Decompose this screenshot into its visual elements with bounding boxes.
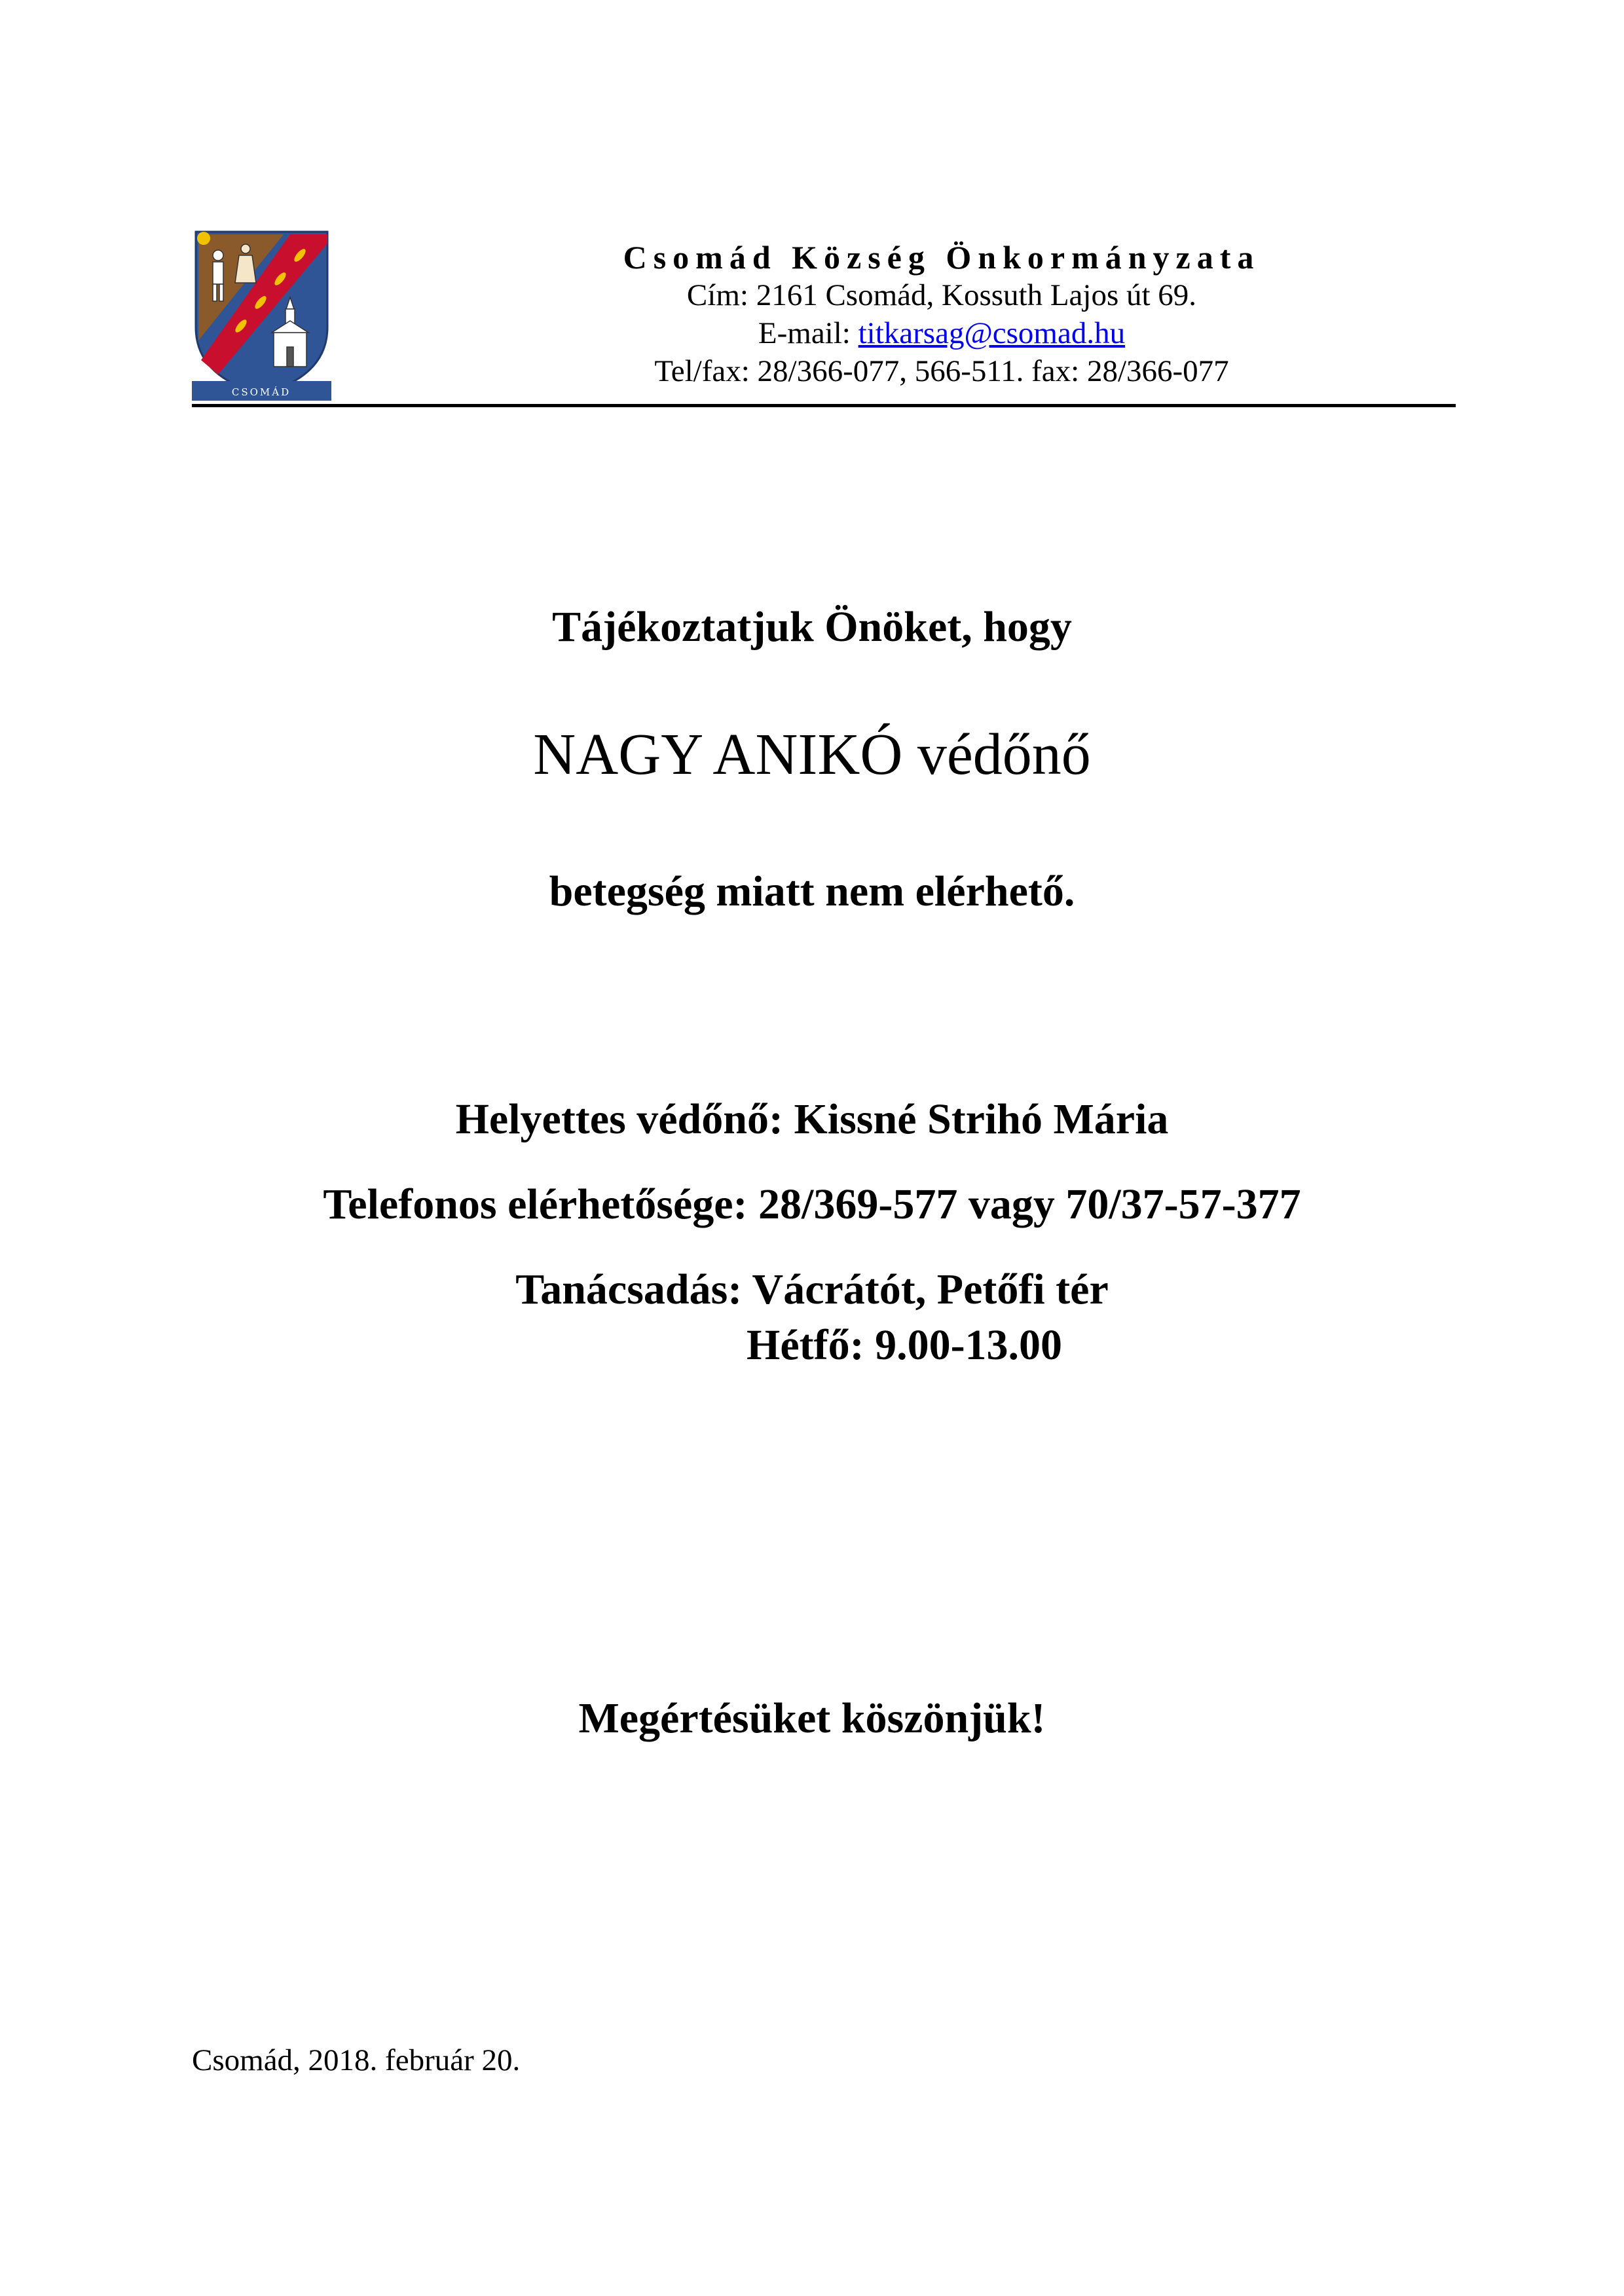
crest-ribbon-text: CSOMÁD bbox=[231, 386, 291, 398]
address-line: Cím: 2161 Csomád, Kossuth Lajos út 69. bbox=[686, 278, 1197, 312]
organization-name: Csomád Község Önkormányzata bbox=[623, 239, 1261, 276]
consultation-hours: Hétfő: 9.00-13.00 bbox=[747, 1321, 1063, 1369]
substitute-phone: Telefonos elérhetősége: 28/369-577 vagy 70/37-57-377 bbox=[323, 1180, 1301, 1228]
email-link[interactable]: titkarsag@csomad.hu bbox=[858, 316, 1126, 350]
date-line: Csomád, 2018. február 20. bbox=[192, 2043, 521, 2077]
letterhead bbox=[192, 229, 1456, 412]
substitute-nurse: Helyettes védőnő: Kissné Strihó Mária bbox=[455, 1095, 1169, 1143]
notice-intro: Tájékoztatjuk Önöket, hogy bbox=[552, 603, 1072, 651]
email-line bbox=[559, 314, 1325, 352]
header-divider bbox=[192, 404, 1456, 407]
coat-of-arms-icon bbox=[192, 229, 331, 403]
consultation-place: Tanácsadás: Vácrátót, Petőfi tér bbox=[515, 1266, 1109, 1313]
phone-line: Tel/fax: 28/366-077, 566-511. fax: 28/366-077 bbox=[654, 354, 1229, 388]
closing-thanks: Megértésüket köszönjük! bbox=[578, 1694, 1046, 1742]
notice-status: betegség miatt nem elérhető. bbox=[549, 867, 1075, 915]
notice-name: NAGY ANIKÓ védőnő bbox=[533, 722, 1091, 787]
letterhead-text bbox=[559, 229, 1325, 390]
email-label: E-mail: bbox=[758, 316, 858, 350]
